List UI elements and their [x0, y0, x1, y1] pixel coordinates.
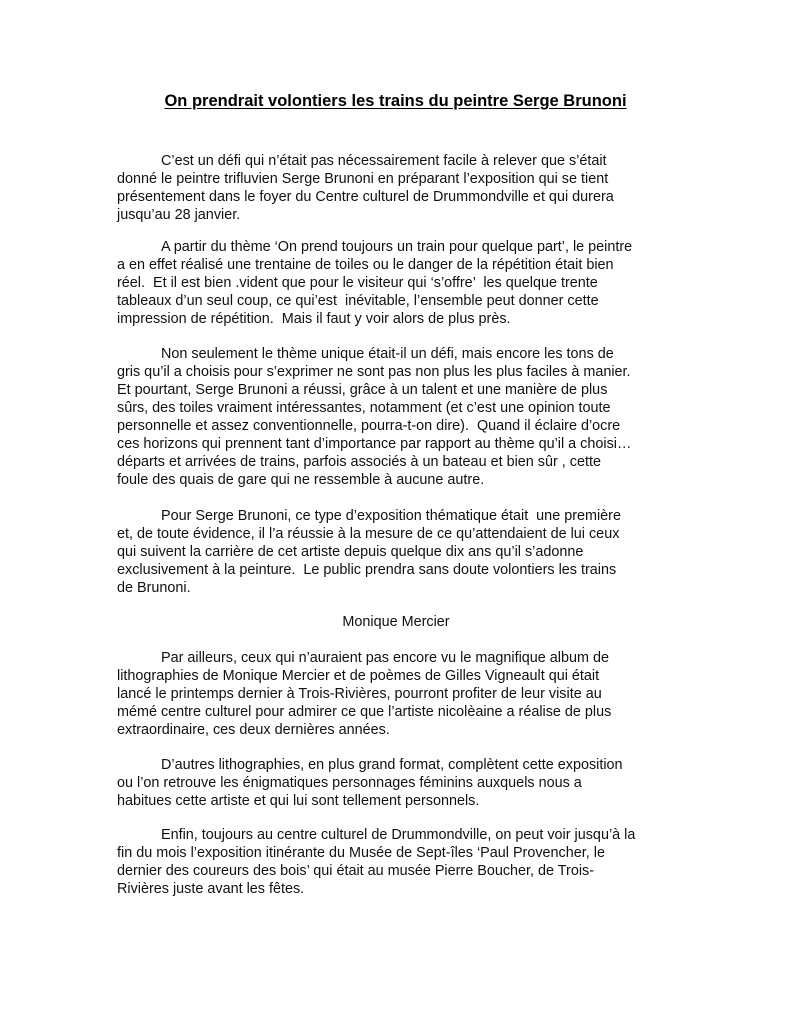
text-line: Par ailleurs, ceux qui n’auraient pas encore vu le magnifique album de — [161, 650, 609, 666]
text-line: Enfin, toujours au centre culturel de Drummondville, on peut voir jusqu’à la — [161, 827, 636, 843]
text-line: mémé centre culturel pour admirer ce que l’artiste nicolèaine a réalise de plus — [117, 704, 612, 720]
text-line: donné le peintre trifluvien Serge Brunoni en préparant l’exposition qui se tient — [117, 171, 609, 187]
text-line: Rivières juste avant les fêtes. — [117, 881, 305, 897]
article-title-text: On prendrait volontiers les trains du peintre Serge Brunoni — [164, 92, 627, 110]
text-line: départs et arrivées de trains, parfois associés à un bateau et bien sûr , cette — [117, 454, 601, 470]
text-line: ou l’on retrouve les énigmatiques personnages féminins auxquels nous a — [117, 775, 582, 791]
text-line: et, de toute évidence, il l’a réussie à la mesure de ce qu’attendaient de lui ceux — [117, 526, 620, 542]
text-line: Pour Serge Brunoni, ce type d’exposition thématique était une première — [161, 508, 621, 524]
text-line: réel. Et il est bien .vident que pour le visiteur qui ‘s’offre’ les quelque trente — [117, 275, 598, 291]
paragraph-5 — [117, 649, 689, 739]
text-line: lancé le printemps dernier à Trois-Rivières, pourront profiter de leur visite au — [117, 686, 602, 702]
paragraph-7 — [117, 826, 689, 898]
text-line: Non seulement le thème unique était-il un défi, mais encore les tons de — [161, 346, 614, 362]
paragraph-6 — [117, 756, 689, 810]
text-line: personnelle et assez conventionnelle, pourra-t-on dire). Quand il éclaire d’ocre — [117, 418, 621, 434]
text-line: présentement dans le foyer du Centre culturel de Drummondville et qui durera — [117, 189, 614, 205]
text-line: exclusivement à la peinture. Le public prendra sans doute volontiers les trains — [117, 562, 617, 578]
text-line: ces horizons qui prennent tant d’importance par rapport au thème qu’il a choisi… — [117, 436, 632, 452]
text-line: gris qu’il a choisis pour s’exprimer ne sont pas non plus les plus faciles à manier. — [117, 364, 631, 380]
text-line: D’autres lithographies, en plus grand format, complètent cette exposition — [161, 757, 623, 773]
subheading — [117, 613, 675, 631]
text-line: A partir du thème ‘On prend toujours un train pour quelque part’, le peintre — [161, 239, 633, 255]
text-line: de Brunoni. — [117, 580, 191, 596]
paragraph-1 — [117, 152, 689, 224]
text-line: foule des quais de gare qui ne ressemble à aucune autre. — [117, 472, 485, 488]
text-line: extraordinaire, ces deux dernières années. — [117, 722, 390, 738]
paragraph-2 — [117, 238, 689, 328]
text-line: jusqu’au 28 janvier. — [117, 207, 241, 223]
text-line: dernier des coureurs des bois’ qui était au musée Pierre Boucher, de Trois- — [117, 863, 595, 879]
subheading-text: Monique Mercier — [342, 614, 450, 630]
text-line: impression de répétition. Mais il faut y voir alors de plus près. — [117, 311, 511, 327]
paragraph-4 — [117, 507, 689, 597]
text-line: a en effet réalisé une trentaine de toiles ou le danger de la répétition était bien — [117, 257, 614, 273]
article-title — [0, 92, 791, 111]
text-line: Et pourtant, Serge Brunoni a réussi, grâce à un talent et une manière de plus — [117, 382, 608, 398]
text-line: lithographies de Monique Mercier et de poèmes de Gilles Vigneault qui était — [117, 668, 600, 684]
text-line: qui suivent la carrière de cet artiste depuis quelque dix ans qu’il s’adonne — [117, 544, 584, 560]
text-line: fin du mois l’exposition itinérante du Musée de Sept-îles ‘Paul Provencher, le — [117, 845, 605, 861]
text-line: sûrs, des toiles vraiment intéressantes, notamment (et c’est une opinion toute — [117, 400, 611, 416]
text-line: habitues cette artiste et qui lui sont tellement personnels. — [117, 793, 480, 809]
paragraph-3 — [117, 345, 689, 489]
text-line: C’est un défi qui n’était pas nécessairement facile à relever que s’était — [161, 153, 607, 169]
text-line: tableaux d’un seul coup, ce qui’est inévitable, l’ensemble peut donner cette — [117, 293, 599, 309]
